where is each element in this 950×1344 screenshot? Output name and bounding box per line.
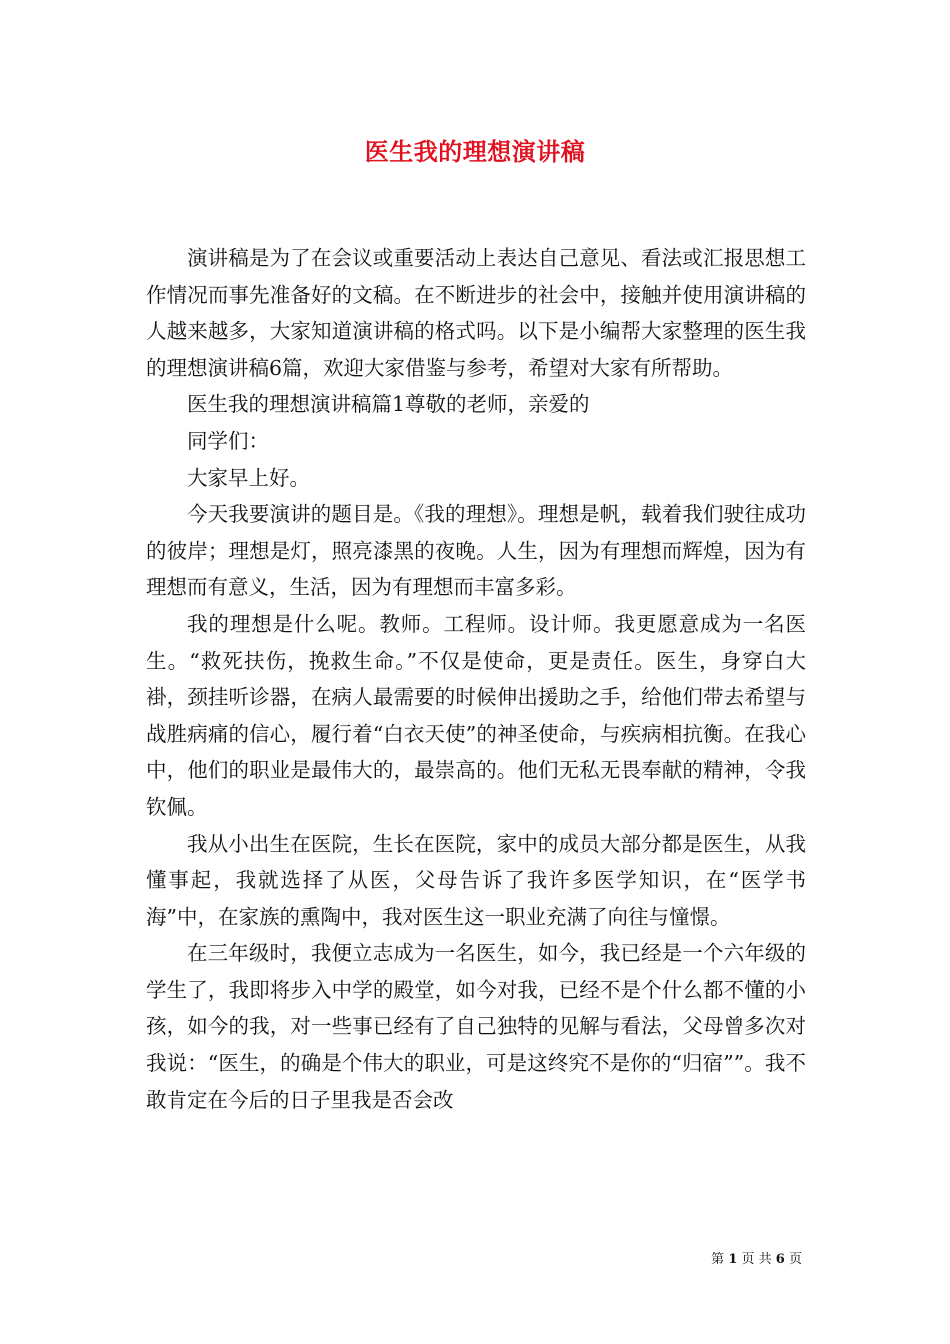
footer-suffix: 页 (788, 1252, 802, 1267)
page-number-footer (711, 1248, 802, 1267)
footer-prefix: 第 (711, 1252, 725, 1267)
paragraph: 在三年级时，我便立志成为一名医生，如今，我已经是一个六年级的学生了，我即将步入中学的殿堂，如今对我，已经不是个什么都不懂的小孩，如今的我，对一些事已经有了自己独特的见解与看法，父母曾多次对我说：“医生，的确是个伟大的职业，可是这终究不是你的“归宿””。我不敢肯定在今后的日子里我是否会改 (146, 941, 806, 1112)
paragraph: 大家早上好。 (187, 465, 310, 490)
document-body (146, 240, 806, 1118)
document-title: 医生我的理想演讲稿 (364, 137, 586, 166)
current-page-number: 1 (728, 1252, 738, 1267)
paragraph: 同学们： (187, 428, 269, 453)
footer-middle: 页 共 (741, 1252, 772, 1267)
paragraph: 我从小出生在医院，生长在医院，家中的成员大部分都是医生，从我懂事起，我就选择了从医，父母告诉了我许多医学知识，在“医学书海”中，在家族的熏陶中，我对医生这一职业充满了向往与憧憬。 (146, 831, 806, 929)
paragraph: 医生我的理想演讲稿篇1尊敬的老师，亲爱的 (187, 392, 590, 417)
paragraph: 演讲稿是为了在会议或重要活动上表达自己意见、看法或汇报思想工作情况而事先准备好的文稿。在不断进步的社会中，接触并使用演讲稿的人越来越多，大家知道演讲稿的格式吗。以下是小编帮大家整理的医生我的理想演讲稿6篇，欢迎大家借鉴与参考，希望对大家有所帮助。 (146, 246, 806, 380)
paragraph: 我的理想是什么呢。教师。工程师。设计师。我更愿意成为一名医生。“救死扶伤，挽救生命。”不仅是使命，更是责任。医生，身穿白大褂，颈挂听诊器，在病人最需要的时候伸出援助之手，给他们带去希望与战胜病痛的信心，履行着“白衣天使”的神圣使命，与疾病相抗衡。在我心中，他们的职业是最伟大的，最崇高的。他们无私无畏奉献的精神，令我钦佩。 (146, 611, 806, 819)
paragraph: 今天我要演讲的题目是。《我的理想》。理想是帆，载着我们驶往成功的彼岸；理想是灯，照亮漆黑的夜晚。人生，因为有理想而辉煌，因为有理想而有意义，生活，因为有理想而丰富多彩。 (146, 502, 806, 600)
total-pages-number: 6 (775, 1252, 785, 1267)
